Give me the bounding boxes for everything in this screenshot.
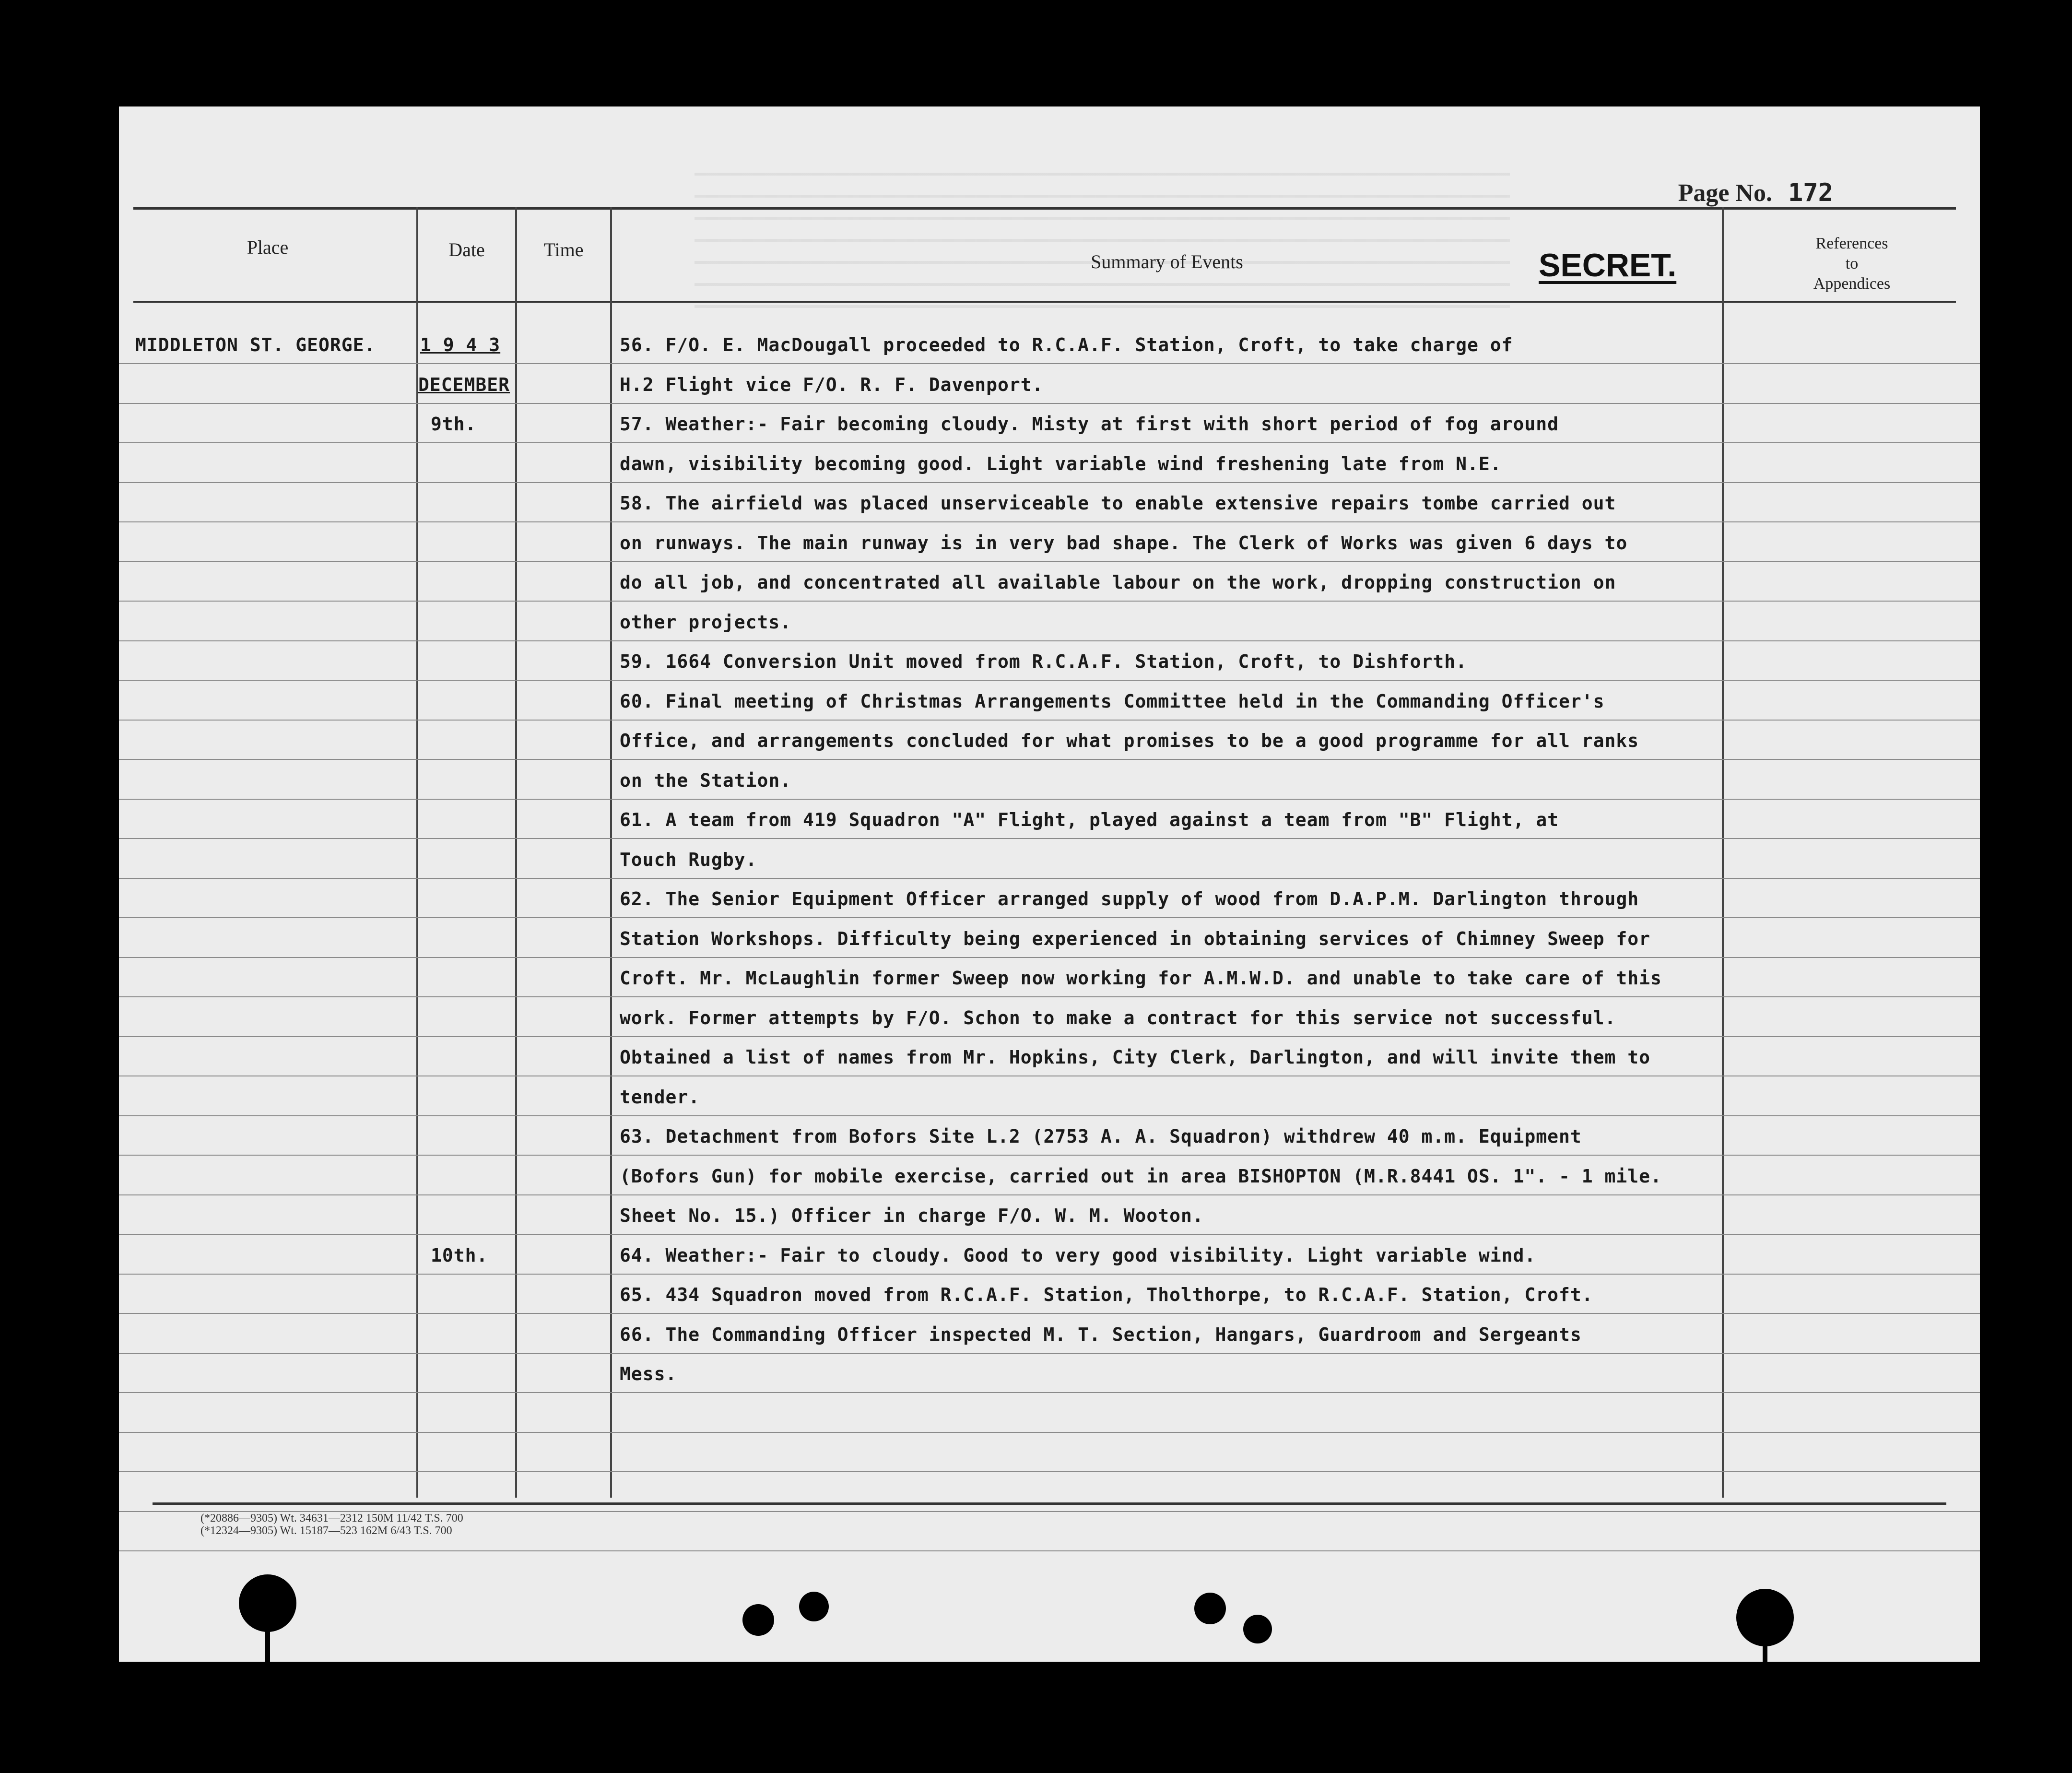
ruled-line xyxy=(119,561,1980,562)
column-divider-time xyxy=(610,207,612,1498)
ruled-line xyxy=(119,521,1980,522)
entry-summary-text: 56. F/O. E. MacDougall proceeded to R.C.A.F. Station, Croft, to take charge of xyxy=(620,334,1513,355)
punch-hole-left xyxy=(239,1574,296,1632)
entry-summary-text: Station Workshops. Difficulty being experienced in obtaining services of Chimney Sweep for xyxy=(620,928,1651,949)
printer-imprint-line2: (*12324—9305) Wt. 15187—523 162M 6/43 T.S. 700 xyxy=(200,1525,452,1537)
page-number-value: 172 xyxy=(1778,178,1870,209)
header-date: Date xyxy=(448,239,485,260)
entry-summary-text: work. Former attempts by F/O. Schon to make a contract for this service not successful. xyxy=(620,1007,1616,1028)
ruled-line xyxy=(119,1432,1980,1433)
entry-summary-text: on runways. The main runway is in very bad shape. The Clerk of Works was given 6 days to xyxy=(620,532,1628,554)
entry-summary-text: 63. Detachment from Bofors Site L.2 (2753 A. A. Squadron) withdrew 40 m.m. Equipment xyxy=(620,1126,1582,1147)
ruled-line xyxy=(119,1036,1980,1037)
punch-hole-mid-1 xyxy=(742,1604,774,1636)
punch-hole-mid-3 xyxy=(1194,1593,1226,1624)
entry-summary-text: 65. 434 Squadron moved from R.C.A.F. Station, Tholthorpe, to R.C.A.F. Station, Croft. xyxy=(620,1284,1593,1305)
header-place: Place xyxy=(247,236,289,258)
ruled-line xyxy=(119,838,1980,839)
ruled-line xyxy=(119,1392,1980,1393)
entry-summary-text: 60. Final meeting of Christmas Arrangements Committee held in the Commanding Officer's xyxy=(620,691,1605,712)
header-references-line1: References xyxy=(1815,235,1888,252)
punch-hole-mid-2 xyxy=(799,1592,829,1621)
ruled-line xyxy=(119,720,1980,721)
ruled-line xyxy=(119,1471,1980,1472)
ruled-line xyxy=(119,1194,1980,1195)
column-divider-date xyxy=(515,207,517,1498)
ruled-line xyxy=(119,878,1980,879)
entry-summary-text: dawn, visibility becoming good. Light variable wind freshening late from N.E. xyxy=(620,453,1502,474)
printer-imprint xyxy=(200,1512,463,1537)
ruled-line xyxy=(119,996,1980,997)
entry-summary-text: (Bofors Gun) for mobile exercise, carried out in area BISHOPTON (M.R.8441 OS. 1". - 1 mile. xyxy=(620,1166,1662,1187)
entry-summary-text: 57. Weather:- Fair becoming cloudy. Misty at first with short period of fog around xyxy=(620,414,1559,435)
ruled-line xyxy=(119,917,1980,918)
bleed-through-text xyxy=(695,164,1510,308)
page-number-label: Page No. xyxy=(1678,179,1772,207)
ruled-line xyxy=(119,1353,1980,1354)
entry-summary-text: 61. A team from 419 Squadron "A" Flight, played against a team from "B" Flight, at xyxy=(620,809,1559,830)
punch-slot-left xyxy=(265,1626,270,1662)
entry-summary-text: 62. The Senior Equipment Officer arranged supply of wood from D.A.P.M. Darlington through xyxy=(620,888,1639,910)
ruled-line xyxy=(119,601,1980,602)
header-references-line2: to xyxy=(1845,255,1859,272)
entry-date: 9th. xyxy=(431,414,477,435)
ruled-line xyxy=(119,1155,1980,1156)
entry-summary-text: H.2 Flight vice F/O. R. F. Davenport. xyxy=(620,374,1044,395)
entry-summary-text: Obtained a list of names from Mr. Hopkins, City Clerk, Darlington, and will invite them to xyxy=(620,1047,1651,1068)
secret-stamp: SECRET. xyxy=(1539,247,1677,284)
entry-summary-text: do all job, and concentrated all available labour on the work, dropping construction on xyxy=(620,572,1616,593)
column-divider-place xyxy=(416,207,418,1498)
entry-summary-text: 58. The airfield was placed unserviceable to enable extensive repairs tombe carried out xyxy=(620,493,1616,514)
ruled-line xyxy=(119,1234,1980,1235)
entry-summary-text: tender. xyxy=(620,1087,700,1108)
header-time: Time xyxy=(543,239,584,260)
punch-hole-right xyxy=(1736,1589,1794,1646)
ruled-line xyxy=(119,799,1980,800)
ruled-line xyxy=(119,640,1980,641)
ruled-line xyxy=(119,1274,1980,1275)
ruled-line xyxy=(119,680,1980,681)
ruled-line xyxy=(119,759,1980,760)
ruled-line xyxy=(119,403,1980,404)
header-references-line3: Appendices xyxy=(1813,275,1891,293)
entry-summary-text: on the Station. xyxy=(620,770,792,791)
entry-summary-text: 64. Weather:- Fair to cloudy. Good to very good visibility. Light variable wind. xyxy=(620,1245,1536,1266)
entry-place: MIDDLETON ST. GEORGE. xyxy=(135,334,376,355)
form-bottom-rule xyxy=(153,1502,1946,1505)
column-divider-summary xyxy=(1722,207,1724,1498)
ruled-line xyxy=(119,1550,1980,1551)
header-summary: Summary of Events xyxy=(1091,251,1243,272)
entry-date: 1 9 4 3 xyxy=(420,334,501,355)
ruled-line xyxy=(119,363,1980,364)
punch-slot-right xyxy=(1763,1641,1767,1662)
entry-summary-text: 59. 1664 Conversion Unit moved from R.C.A.F. Station, Croft, to Dishforth. xyxy=(620,651,1467,672)
header-references xyxy=(1724,234,1980,294)
entry-summary-text: Mess. xyxy=(620,1363,677,1384)
ruled-line xyxy=(119,957,1980,958)
ruled-line xyxy=(119,442,1980,443)
entry-summary-text: other projects. xyxy=(620,612,792,633)
ruled-line xyxy=(119,1115,1980,1116)
header-top-rule xyxy=(133,207,1956,210)
entry-date: DECEMBER xyxy=(418,374,510,395)
form-sheet xyxy=(119,106,1980,1662)
punch-hole-mid-4 xyxy=(1243,1615,1272,1643)
entry-summary-text: Touch Rugby. xyxy=(620,849,757,870)
entry-summary-text: 66. The Commanding Officer inspected M. T. Section, Hangars, Guardroom and Sergeants xyxy=(620,1324,1582,1345)
page-number xyxy=(1678,178,1870,209)
header-bottom-rule xyxy=(133,301,1956,303)
entry-summary-text: Croft. Mr. McLaughlin former Sweep now working for A.M.W.D. and unable to take care of this xyxy=(620,968,1662,989)
entry-date: 10th. xyxy=(431,1245,488,1266)
printer-imprint-line1: (*20886—9305) Wt. 34631—2312 150M 11/42 T.S. 700 xyxy=(200,1512,463,1525)
entry-summary-text: Office, and arrangements concluded for what promises to be a good programme for all ranks xyxy=(620,730,1639,751)
entry-summary-text: Sheet No. 15.) Officer in charge F/O. W. M. Wooton. xyxy=(620,1205,1204,1226)
ruled-line xyxy=(119,482,1980,483)
ruled-line xyxy=(119,1313,1980,1314)
